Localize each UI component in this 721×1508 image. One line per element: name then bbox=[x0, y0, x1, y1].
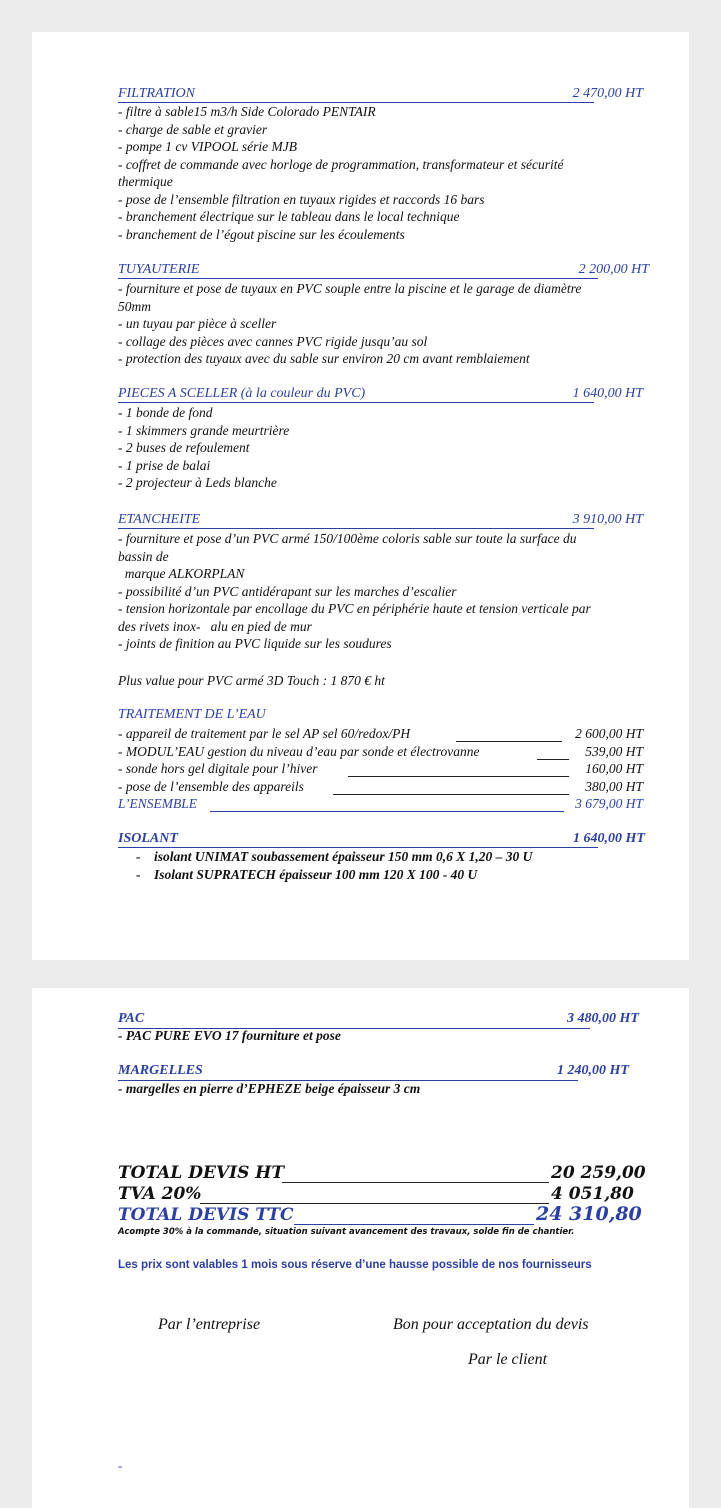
quote-page-2 bbox=[32, 988, 689, 1508]
lines-filtration bbox=[118, 103, 564, 243]
leader-line bbox=[210, 811, 564, 812]
line-item: marque ALKORPLAN bbox=[118, 566, 245, 581]
treatment-row-label: - sonde hors gel digitale pour l’hiver bbox=[118, 761, 318, 776]
price-pac: 3 480,00 HT bbox=[567, 1011, 639, 1026]
leader-line bbox=[348, 776, 569, 777]
bullet: - bbox=[136, 849, 154, 864]
section-title-isolant: ISOLANT bbox=[118, 831, 178, 846]
line-margelles: - margelles en pierre d’EPHEZE beige épaisseur 3 cm bbox=[118, 1081, 421, 1096]
acompte-note: Acompte 30% à la commande, situation suivant avancement des travaux, solde fin de chantier. bbox=[118, 1227, 575, 1237]
tva-value: 4 051,80 bbox=[551, 1184, 634, 1204]
line-item: 50mm bbox=[118, 298, 151, 314]
leader-line bbox=[200, 1203, 549, 1204]
line-item: des rivets inox- alu en pied de mur bbox=[118, 618, 312, 634]
price-margelles: 1 240,00 HT bbox=[557, 1063, 629, 1078]
line-item: - collage des pièces avec cannes PVC rigide jusqu’au sol bbox=[118, 333, 428, 349]
treatment-row-price: 380,00 HT bbox=[585, 778, 643, 794]
price-pieces: 1 640,00 HT bbox=[572, 386, 643, 401]
footer-mark: - bbox=[118, 1458, 123, 1473]
underline-tuyauterie bbox=[118, 278, 598, 279]
treatment-row-price: 2 600,00 HT bbox=[575, 726, 643, 741]
section-title-etancheite: ETANCHEITE bbox=[118, 512, 201, 527]
line-item: - tension horizontale par encollage du PVC en périphérie haute et tension verticale par bbox=[118, 601, 591, 616]
total-ht-label: TOTAL DEVIS HT bbox=[118, 1163, 284, 1183]
bullet-text: isolant UNIMAT soubassement épaisseur 150 mm 0,6 X 1,20 – 30 U bbox=[154, 849, 533, 864]
line-item: - branchement électrique sur le tableau dans le local technique bbox=[118, 209, 460, 224]
price-etancheite: 3 910,00 HT bbox=[572, 512, 643, 527]
price-isolant: 1 640,00 HT bbox=[573, 831, 645, 846]
lines-pieces bbox=[118, 404, 289, 492]
treatment-row-price: 160,00 HT bbox=[585, 761, 643, 776]
treatment-row-label: - pose de l’ensemble des appareils bbox=[118, 778, 304, 794]
section-title-traitement: TRAITEMENT DE L’EAU bbox=[118, 707, 266, 722]
signature-company: Par l’entreprise bbox=[158, 1316, 261, 1333]
section-title-filtration: FILTRATION bbox=[118, 86, 195, 101]
lines-isolant bbox=[136, 848, 532, 883]
line-item: - joints de finition au PVC liquide sur les soudures bbox=[118, 636, 392, 651]
total-ttc-label: TOTAL DEVIS TTC bbox=[118, 1205, 294, 1225]
underline-etancheite bbox=[118, 528, 594, 529]
signature-accept: Bon pour acceptation du devis bbox=[393, 1316, 589, 1333]
line-item: - branchement de l’égout piscine sur les écoulements bbox=[118, 226, 405, 242]
line-item: - charge de sable et gravier bbox=[118, 121, 268, 137]
treatment-total-label: L’ENSEMBLE bbox=[118, 796, 197, 811]
section-title-pac: PAC bbox=[118, 1011, 145, 1026]
treatment-prices bbox=[575, 725, 643, 813]
line-item: - 1 bonde de fond bbox=[118, 405, 213, 420]
total-ttc-value: 24 310,80 bbox=[536, 1203, 642, 1225]
line-pac: - PAC PURE EVO 17 fourniture et pose bbox=[118, 1028, 341, 1043]
line-item: - possibilité d’un PVC antidérapant sur les marches d’escalier bbox=[118, 583, 457, 599]
tva-label: TVA 20% bbox=[118, 1184, 202, 1204]
price-filtration: 2 470,00 HT bbox=[572, 86, 643, 101]
line-item: - pose de l’ensemble filtration en tuyaux rigides et raccords 16 bars bbox=[118, 191, 485, 207]
quote-page-1 bbox=[32, 32, 689, 960]
leader-line bbox=[537, 759, 569, 760]
total-ht-value: 20 259,00 bbox=[551, 1163, 646, 1183]
line-item: - 1 prise de balai bbox=[118, 457, 211, 473]
leader-line bbox=[282, 1182, 549, 1183]
plus-value-note: Plus value pour PVC armé 3D Touch : 1 870 € ht bbox=[118, 673, 385, 688]
line-item: - protection des tuyaux avec du sable sur environ 20 cm avant remblaiement bbox=[118, 351, 530, 366]
section-title-pieces: PIECES A SCELLER (à la couleur du PVC) bbox=[118, 386, 366, 401]
lines-etancheite bbox=[118, 530, 591, 653]
treatment-row-label: - appareil de traitement par le sel AP sel 60/redox/PH bbox=[118, 726, 411, 741]
underline-pieces bbox=[118, 402, 594, 403]
section-title-margelles: MARGELLES bbox=[118, 1063, 203, 1078]
line-item: - 2 buses de refoulement bbox=[118, 440, 250, 455]
bullet: - bbox=[136, 866, 154, 882]
line-item: - filtre à sable15 m3/h Side Colorado PENTAIR bbox=[118, 104, 376, 119]
bullet-text: Isolant SUPRATECH épaisseur 100 mm 120 X 100 - 40 U bbox=[154, 866, 478, 882]
section-title-tuyauterie: TUYAUTERIE bbox=[118, 262, 200, 277]
line-item: - fourniture et pose de tuyaux en PVC souple entre la piscine et le garage de diamètre bbox=[118, 281, 582, 296]
line-item: - un tuyau par pièce à sceller bbox=[118, 316, 277, 331]
line-item: - 1 skimmers grande meurtrière bbox=[118, 422, 290, 438]
signature-client: Par le client bbox=[468, 1351, 548, 1368]
lines-traitement bbox=[118, 725, 480, 813]
leader-line bbox=[294, 1224, 534, 1225]
treatment-row-label: - MODUL’EAU gestion du niveau d’eau par sonde et électrovanne bbox=[118, 743, 480, 759]
line-item: bassin de bbox=[118, 548, 169, 564]
leader-line bbox=[333, 794, 569, 795]
treatment-total-price: 3 679,00 HT bbox=[575, 796, 643, 811]
lines-tuyauterie bbox=[118, 280, 581, 368]
line-item: thermique bbox=[118, 174, 173, 189]
line-item: - pompe 1 cv VIPOOL série MJB bbox=[118, 139, 297, 154]
line-item: - coffret de commande avec horloge de programmation, transformateur et sécurité bbox=[118, 156, 564, 172]
bullet-item bbox=[136, 848, 532, 866]
validity-note: Les prix sont valables 1 mois sous réserve d’une hausse possible de nos fournisseurs bbox=[118, 1259, 592, 1271]
treatment-row-price: 539,00 HT bbox=[585, 743, 643, 759]
price-tuyauterie: 2 200,00 HT bbox=[578, 262, 649, 277]
leader-line bbox=[456, 741, 562, 742]
line-item: - 2 projecteur à Leds blanche bbox=[118, 475, 277, 490]
bullet-item bbox=[136, 866, 532, 884]
line-item: - fourniture et pose d’un PVC armé 150/100ème coloris sable sur toute la surface du bbox=[118, 531, 577, 546]
